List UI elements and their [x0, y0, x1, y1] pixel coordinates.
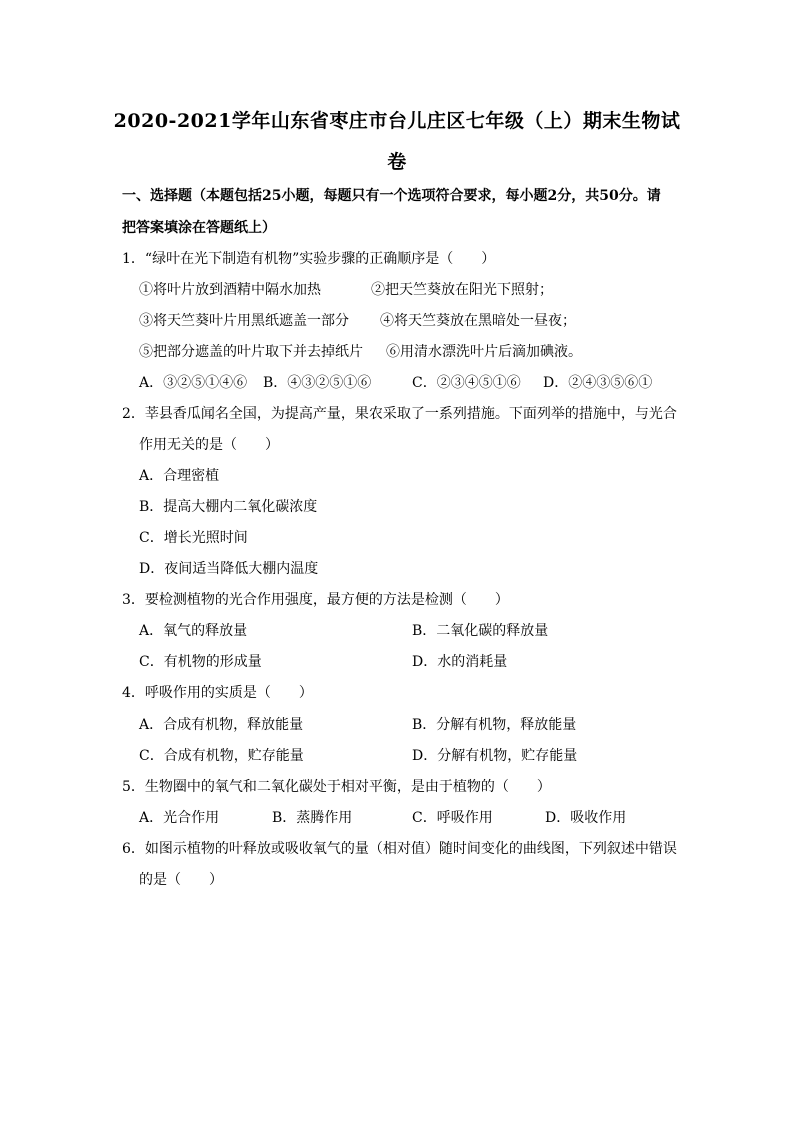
question-1-option-a: A．③②⑤①④⑥	[139, 375, 248, 391]
question-5-option-c: C．呼吸作用	[412, 810, 493, 826]
question-5-option-b: B．蒸腾作用	[272, 810, 353, 826]
question-1-step-3: ③将天竺葵叶片用黑纸遮盖一部分	[139, 313, 349, 329]
question-4-option-a: A．合成有机物，释放能量	[139, 717, 304, 733]
exam-title-line1: 2020-2021学年山东省枣庄市台儿庄区七年级（上）期末生物试	[113, 110, 681, 132]
question-1-option-b: B．④③②⑤①⑥	[263, 375, 372, 391]
section-heading-line2: 把答案填涂在答题纸上）	[122, 220, 276, 236]
question-4-option-b: B．分解有机物，释放能量	[412, 717, 577, 733]
question-4-option-c: C．合成有机物，贮存能量	[139, 748, 304, 764]
question-3-option-c: C．有机物的形成量	[139, 654, 262, 670]
question-5-option-d: D．吸收作用	[545, 810, 627, 826]
question-4-option-d: D．分解有机物，贮存能量	[412, 748, 578, 764]
section-heading-line1: 一、选择题（本题包括25小题，每题只有一个选项符合要求，每小题2分，共50分。请	[122, 188, 661, 204]
question-5-option-a: A．光合作用	[139, 810, 220, 826]
question-1-step-1: ①将叶片放到酒精中隔水加热	[139, 282, 321, 298]
question-2-option-c: C．增长光照时间	[139, 530, 248, 546]
question-2-option-a: A．合理密植	[139, 468, 220, 484]
question-1-step-4: ④将天竺葵放在黑暗处一昼夜；	[380, 313, 576, 329]
question-2-option-b: B．提高大棚内二氧化碳浓度	[139, 499, 318, 515]
question-2-option-d: D．夜间适当降低大棚内温度	[139, 561, 319, 577]
question-1-option-d: D．②④③⑤⑥①	[543, 375, 653, 391]
question-6-stem-line2: 的是（ ）	[139, 872, 223, 888]
question-3-stem: 3．要检测植物的光合作用强度，最方便的方法是检测（ ）	[122, 592, 509, 608]
question-1-step-6: ⑥用清水漂洗叶片后滴加碘液。	[386, 344, 582, 360]
question-1-step-2: ②把天竺葵放在阳光下照射；	[371, 282, 553, 298]
question-6-stem-line1: 6．如图示植物的叶释放或吸收氧气的量（相对值）随时间变化的曲线图，下列叙述中错误	[122, 841, 677, 857]
question-1-option-c: C．②③④⑤①⑥	[412, 375, 521, 391]
question-4-stem: 4．呼吸作用的实质是（ ）	[122, 685, 313, 701]
question-1-stem: 1．“绿叶在光下制造有机物”实验步骤的正确顺序是（ ）	[122, 251, 496, 267]
question-2-stem-line2: 作用无关的是（ ）	[139, 437, 279, 453]
question-3-option-b: B．二氧化碳的释放量	[412, 623, 549, 639]
question-5-stem: 5．生物圈中的氧气和二氧化碳处于相对平衡，是由于植物的（ ）	[122, 779, 551, 795]
question-1-step-5: ⑤把部分遮盖的叶片取下并去掉纸片	[139, 344, 363, 360]
question-3-option-a: A．氧气的释放量	[139, 623, 248, 639]
question-2-stem-line1: 2．莘县香瓜闻名全国，为提高产量，果农采取了一系列措施。下面列举的措施中，与光合	[122, 406, 677, 422]
exam-title-line2: 卷	[387, 151, 407, 173]
question-3-option-d: D．水的消耗量	[412, 654, 508, 670]
